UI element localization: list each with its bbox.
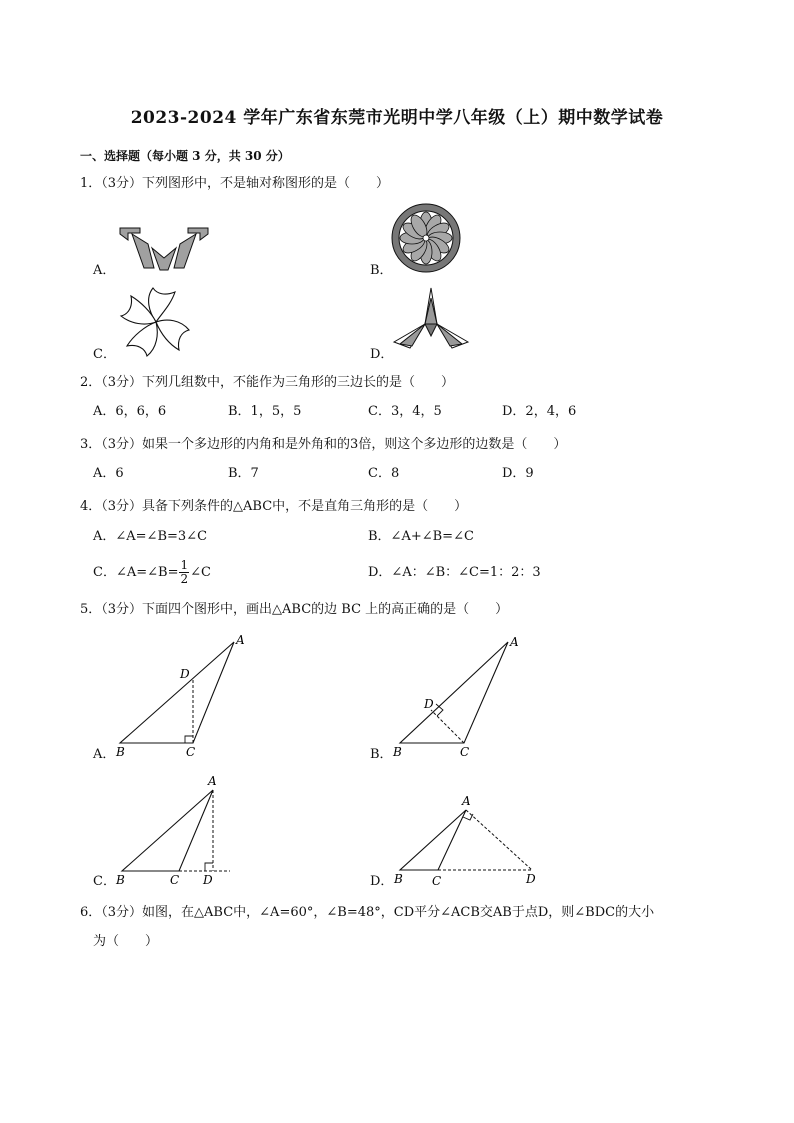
q2-option-a: A．6，6，6: [93, 404, 167, 419]
q4-option-c-suffix: ∠C: [190, 565, 211, 580]
q2-option-d: D．2，4，6: [502, 404, 577, 419]
q5a-label-b: B: [116, 745, 125, 759]
q5a-label-a: A: [236, 633, 245, 647]
q4-option-c: [93, 559, 211, 587]
q1-figure-d: [390, 284, 472, 358]
q5-option-c-label: C．: [93, 874, 116, 889]
question-2-stem: 2．（3分）下列几组数中，不能作为三角形的三边长的是（ ）: [80, 375, 455, 390]
q5-figure-a: [110, 630, 260, 760]
q5c-label-b: B: [116, 873, 125, 887]
question-3-stem: 3．（3分）如果一个多边形的内角和是外角和的3倍，则这个多边形的边数是（ ）: [80, 437, 567, 452]
q5b-label-c: C: [460, 745, 470, 759]
question-6-stem-line2: 为（ ）: [93, 934, 159, 949]
q5d-label-b: B: [394, 872, 403, 886]
q4-option-b: B．∠A+∠B=∠C: [368, 529, 474, 544]
q5b-label-d: D: [424, 697, 434, 711]
q5a-label-c: C: [186, 745, 196, 759]
q1-option-d-label: D．: [370, 347, 394, 362]
q3-option-c: C．8: [368, 466, 400, 481]
q5c-label-a: A: [208, 774, 217, 788]
q5-option-a-label: A．: [93, 747, 116, 762]
fraction-denominator: 2: [180, 572, 189, 586]
q1-option-c-label: C．: [93, 347, 116, 362]
question-6-stem-line1: 6．（3分）如图，在△ABC中，∠A=60°，∠B=48°，CD平分∠ACB交AB于点D，则∠BDC的大小: [80, 905, 655, 920]
q2-option-c: C．3，4，5: [368, 404, 442, 419]
q5-option-b-label: B．: [370, 747, 393, 762]
question-4-stem: 4．（3分）具备下列条件的△ABC中，不是直角三角形的是（ ）: [80, 499, 468, 514]
question-5-stem: 5．（3分）下面四个图形中，画出△ABC的边 BC 上的高正确的是（ ）: [80, 602, 509, 617]
q3-option-b: B．7: [228, 466, 259, 481]
q4-option-a: A．∠A=∠B=3∠C: [93, 529, 208, 544]
q1-figure-a: [118, 222, 210, 274]
q1-option-a-label: A．: [93, 263, 116, 278]
q5-figure-c: [110, 770, 240, 890]
question-1-stem: 1．（3分）下列图形中，不是轴对称图形的是（ ）: [80, 176, 390, 191]
q4-option-d: D．∠A：∠B：∠C=1：2：3: [368, 565, 541, 580]
q5c-label-c: C: [170, 873, 180, 887]
q3-option-d: D．9: [502, 466, 534, 481]
fraction-numerator: 1: [180, 558, 189, 572]
q5a-label-d: D: [180, 667, 190, 681]
q3-option-a: A．6: [93, 466, 124, 481]
q5d-label-c: C: [432, 874, 442, 888]
q5-figure-d: [390, 790, 550, 890]
q2-option-b: B．1，5，5: [228, 404, 302, 419]
q5-figure-b: [390, 630, 530, 760]
q5b-label-a: A: [510, 635, 519, 649]
q5-option-d-label: D．: [370, 874, 394, 889]
q1-figure-c: [115, 282, 197, 360]
q5d-label-a: A: [462, 794, 471, 808]
q4-option-c-prefix: C．∠A=∠B=: [93, 565, 179, 580]
q5d-label-d: D: [526, 872, 536, 886]
q5b-label-b: B: [393, 745, 402, 759]
section-heading: 一、选择题（每小题 3 分，共 30 分）: [80, 149, 290, 163]
page-title: 2023-2024 学年广东省东莞市光明中学八年级（上）期中数学试卷: [130, 108, 664, 128]
q1-figure-b: [390, 202, 462, 274]
fraction-one-half: [179, 559, 189, 586]
q5c-label-d: D: [203, 873, 213, 887]
q1-option-b-label: B．: [370, 263, 393, 278]
